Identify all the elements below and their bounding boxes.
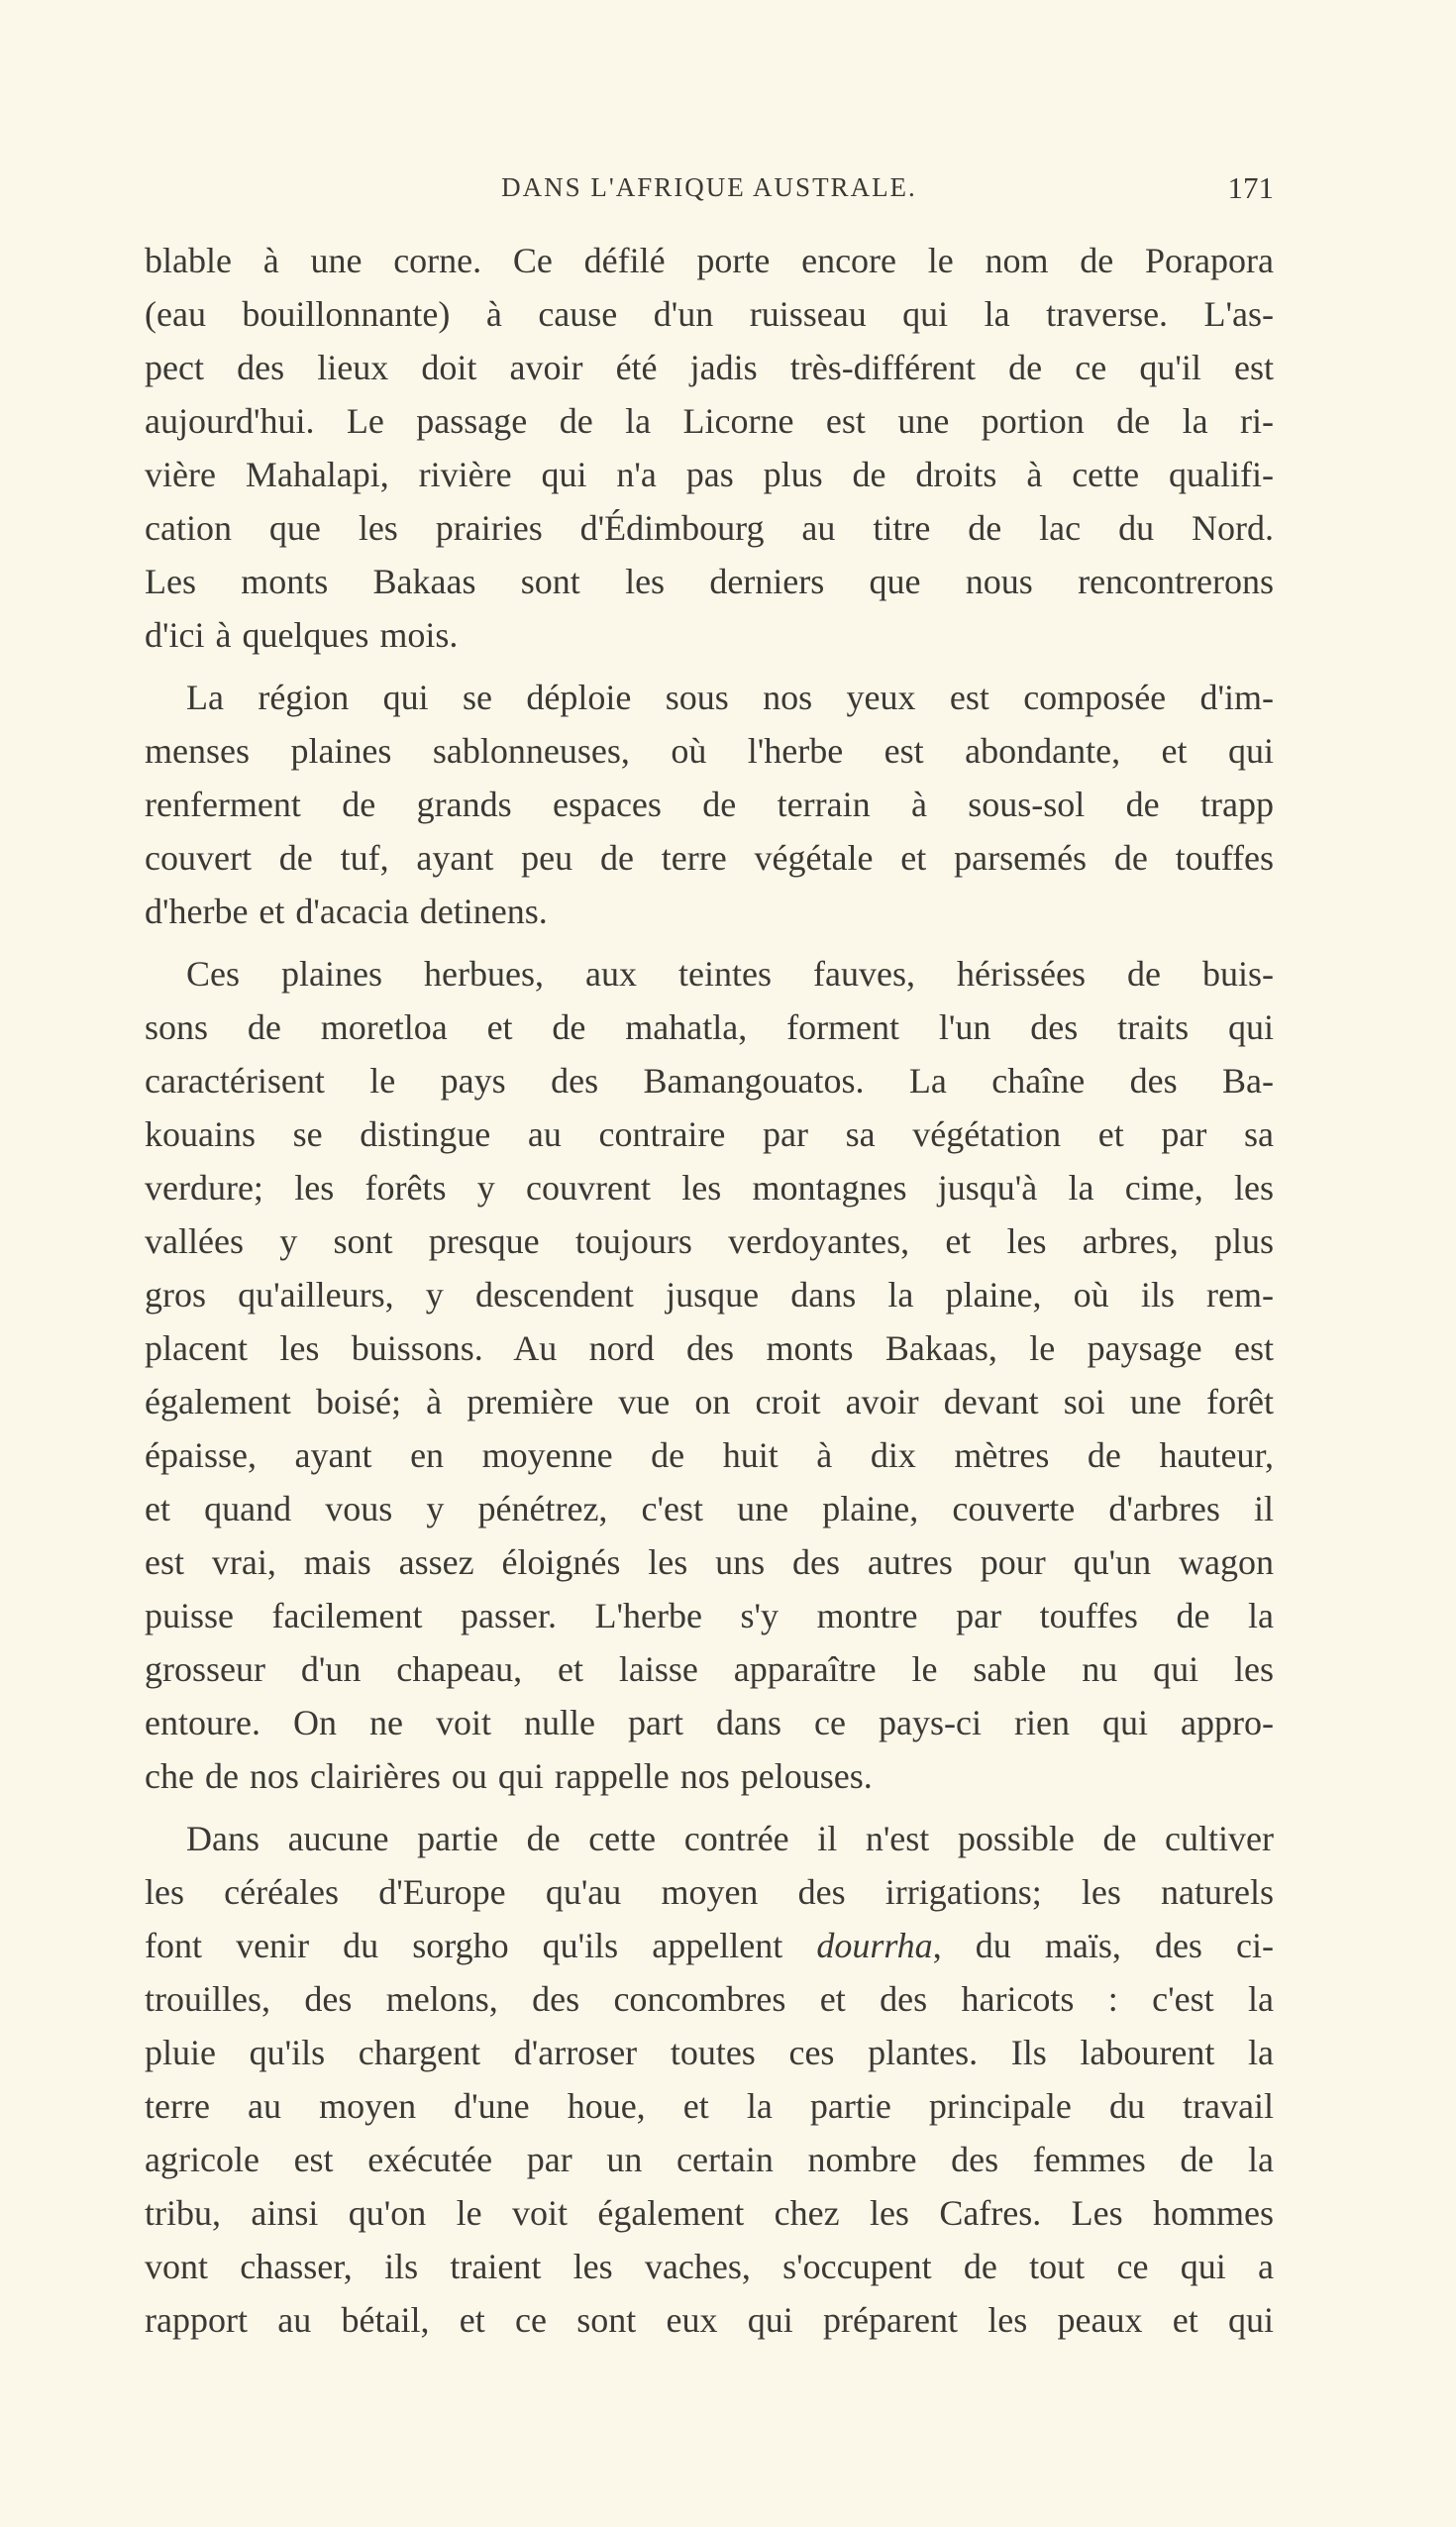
text-segment: che de nos clairières ou qui rappelle nos pelouses. — [145, 1756, 873, 1796]
text-segment: placent les buissons. Au nord des monts Bakaas, le paysage est — [145, 1328, 1274, 1368]
text-line — [145, 671, 1274, 724]
paragraph — [145, 671, 1274, 938]
text-segment: d'ici à quelques mois. — [145, 615, 459, 655]
text-line — [145, 1161, 1274, 1214]
text-line — [145, 1865, 1274, 1919]
text-segment: trouilles, des melons, des concombres et des haricots : c'est la — [145, 1979, 1274, 2019]
text-segment: est vrai, mais assez éloignés les uns des autres pour qu'un wagon — [145, 1542, 1274, 1582]
text-segment: Ces plaines herbues, aux teintes fauves, hérissées de buis- — [186, 954, 1274, 994]
running-title: DANS L'AFRIQUE AUSTRALE. — [501, 172, 917, 202]
text-line — [145, 341, 1274, 394]
text-line — [145, 1107, 1274, 1161]
text-line — [145, 2240, 1274, 2293]
text-line — [145, 1482, 1274, 1535]
body-text — [145, 234, 1274, 2356]
text-line — [145, 1535, 1274, 1589]
text-segment: également boisé; à première vue on croit avoir devant soi une forêt — [145, 1382, 1274, 1421]
page-header — [145, 168, 1274, 212]
text-segment: menses plaines sablonneuses, où l'herbe est abondante, et qui — [145, 731, 1274, 771]
text-line — [145, 724, 1274, 778]
text-segment: vont chasser, ils traient les vaches, s'occupent de tout ce qui a — [145, 2247, 1274, 2286]
text-line — [145, 2293, 1274, 2347]
text-segment: cation que les prairies d'Édimbourg au titre de lac du Nord. — [145, 508, 1274, 548]
text-line — [145, 287, 1274, 341]
text-line — [145, 1375, 1274, 1428]
text-segment: vallées y sont presque toujours verdoyantes, et les arbres, plus — [145, 1221, 1274, 1261]
text-line — [145, 947, 1274, 1000]
italic-term: dourrha — [816, 1926, 933, 1965]
text-line — [145, 2079, 1274, 2133]
text-segment: couvert de tuf, ayant peu de terre végétale et parsemés de touffes — [145, 838, 1274, 878]
text-segment: verdure; les forêts y couvrent les montagnes jusqu'à la cime, les — [145, 1168, 1274, 1208]
text-segment: agricole est exécutée par un certain nombre des femmes de la — [145, 2140, 1274, 2179]
text-line — [145, 2186, 1274, 2240]
text-line — [145, 1589, 1274, 1642]
text-segment: aujourd'hui. Le passage de la Licorne est une portion de la ri- — [145, 401, 1274, 441]
text-line — [145, 1749, 1274, 1803]
text-segment: tribu, ainsi qu'on le voit également chez les Cafres. Les hommes — [145, 2193, 1274, 2233]
text-line — [145, 1919, 1274, 1972]
text-line — [145, 394, 1274, 448]
text-segment: et quand vous y pénétrez, c'est une plaine, couverte d'arbres il — [145, 1489, 1274, 1528]
text-segment: La région qui se déploie sous nos yeux est composée d'im- — [186, 678, 1274, 717]
text-line — [145, 1972, 1274, 2026]
text-line — [145, 831, 1274, 885]
text-line — [145, 234, 1274, 287]
text-segment: Les monts Bakaas sont les derniers que nous rencontrerons — [145, 562, 1274, 601]
text-segment: renferment de grands espaces de terrain à sous-sol de trapp — [145, 785, 1274, 824]
text-line — [145, 1321, 1274, 1375]
text-segment: entoure. On ne voit nulle part dans ce pays-ci rien qui appro- — [145, 1703, 1274, 1742]
text-segment: les céréales d'Europe qu'au moyen des irrigations; les naturels — [145, 1872, 1274, 1912]
paragraph — [145, 947, 1274, 1803]
text-line — [145, 885, 1274, 938]
text-line — [145, 1812, 1274, 1865]
text-segment: pluie qu'ils chargent d'arroser toutes ces plantes. Ils labourent la — [145, 2033, 1274, 2072]
text-line — [145, 608, 1274, 662]
text-segment: d'herbe et d'acacia detinens. — [145, 892, 548, 931]
paragraph — [145, 234, 1274, 662]
text-segment: grosseur d'un chapeau, et laisse apparaître le sable nu qui les — [145, 1649, 1274, 1689]
text-line — [145, 1214, 1274, 1268]
text-line — [145, 555, 1274, 608]
text-segment: caractérisent le pays des Bamangouatos. La chaîne des Ba- — [145, 1061, 1274, 1101]
text-line — [145, 1000, 1274, 1054]
text-line — [145, 448, 1274, 501]
text-segment: kouains se distingue au contraire par sa végétation et par sa — [145, 1114, 1274, 1154]
text-line — [145, 2026, 1274, 2079]
text-segment: rapport au bétail, et ce sont eux qui préparent les peaux et qui — [145, 2300, 1274, 2340]
text-line — [145, 1642, 1274, 1696]
text-segment: , du maïs, des ci- — [932, 1926, 1275, 1965]
text-segment: Dans aucune partie de cette contrée il n'est possible de cultiver — [186, 1819, 1274, 1858]
text-segment: (eau bouillonnante) à cause d'un ruisseau qui la traverse. L'as- — [145, 294, 1274, 334]
text-line — [145, 1268, 1274, 1321]
paragraph — [145, 1812, 1274, 2347]
text-line — [145, 1428, 1274, 1482]
text-line — [145, 778, 1274, 831]
text-segment: terre au moyen d'une houe, et la partie principale du travail — [145, 2086, 1274, 2126]
text-segment: vière Mahalapi, rivière qui n'a pas plus de droits à cette qualifi- — [145, 455, 1274, 494]
page-number: 171 — [1227, 170, 1274, 205]
text-line — [145, 1054, 1274, 1107]
text-line — [145, 1696, 1274, 1749]
text-segment: blable à une corne. Ce défilé porte encore le nom de Porapora — [145, 241, 1274, 280]
text-line — [145, 2133, 1274, 2186]
text-segment: puisse facilement passer. L'herbe s'y montre par touffes de la — [145, 1596, 1274, 1635]
text-segment: sons de moretloa et de mahatla, forment l'un des traits qui — [145, 1007, 1274, 1047]
text-segment: épaisse, ayant en moyenne de huit à dix mètres de hauteur, — [145, 1435, 1274, 1475]
text-segment: pect des lieux doit avoir été jadis très-différent de ce qu'il est — [145, 348, 1274, 387]
text-line — [145, 501, 1274, 555]
text-segment: font venir du sorgho qu'ils appellent — [145, 1926, 817, 1965]
text-segment: gros qu'ailleurs, y descendent jusque dans la plaine, où ils rem- — [145, 1275, 1274, 1315]
